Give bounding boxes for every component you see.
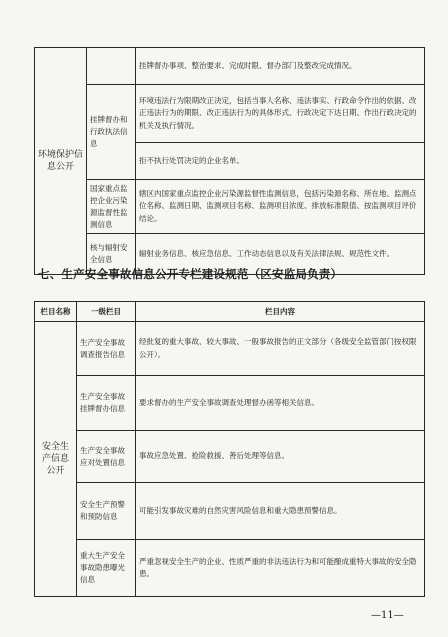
subcategory-cell: 安全生产预警和预防信息 [77,483,136,540]
subcategory-cell: 生产安全事故挂牌督办信息 [77,376,136,431]
content-cell: 经批复的重大事故、较大事故、一般事故报告的正文部分（各级安全监管部门按权限公开）。 [136,322,425,376]
subcategory-cell: 核与辐射安全信息 [87,234,136,275]
subcategory-cell: 生产安全事故调查报告信息 [77,322,136,376]
header-column-name: 栏目名称 [35,302,77,322]
content-cell: 挂牌督办事项、整治要求、完成时限、督办部门及整改完成情况。 [136,48,425,85]
section-heading: 七、生产安全事故信息公开专栏建设规范（区安监局负责） [38,267,343,281]
environmental-info-table [34,47,425,275]
category-cell: 安全生产信息公开 [35,322,77,597]
subcategory-cell: 国家重点监控企业污染源监督性监测信息 [87,180,136,234]
content-cell: 环境违法行为限期改正决定，包括当事人名称、违法事实、行政命令作出的依据、改正违法行为的期限、改正违法行为的具体形式、行政决定下达日期、作出行政决定的机关及执行情况。 [136,85,425,143]
page-number: —11— [371,610,404,621]
subcategory-cell: 生产安全事故应对处置信息 [77,431,136,483]
content-cell: 事故应急处置、抢险救援、善后处理等信息。 [136,431,425,483]
content-cell: 拒不执行处罚决定的企业名单。 [136,143,425,180]
safety-info-table [34,301,425,597]
content-cell: 严重忽视安全生产的企业、性质严重的非法违法行为和可能酿成重特大事故的安全隐患。 [136,540,425,597]
content-cell: 辐射业务信息、核应急信息、工作动态信息以及有关法律法规、规范性文件。 [136,234,425,275]
subcategory-cell: 重大生产安全事故隐患曝光信息 [77,540,136,597]
subcategory-cell [87,48,136,85]
category-cell: 环境保护信息公开 [35,48,87,275]
content-cell: 辖区内国家重点监控企业污染源监督性监测信息，包括污染源名称、所在地、监测点位名称、监测日期、监测项目名称、监测项目浓度、排放标准限值、按监测项目评价结论。 [136,180,425,234]
content-cell: 可能引发事故灾难的自然灾害风险信息和重大隐患预警信息。 [136,483,425,540]
header-content: 栏目内容 [136,302,425,322]
subcategory-cell: 挂牌督办和行政执法信息 [87,85,136,180]
content-cell: 要求督办的生产安全事故调查处理督办函等相关信息。 [136,376,425,431]
header-first-level: 一级栏目 [77,302,136,322]
